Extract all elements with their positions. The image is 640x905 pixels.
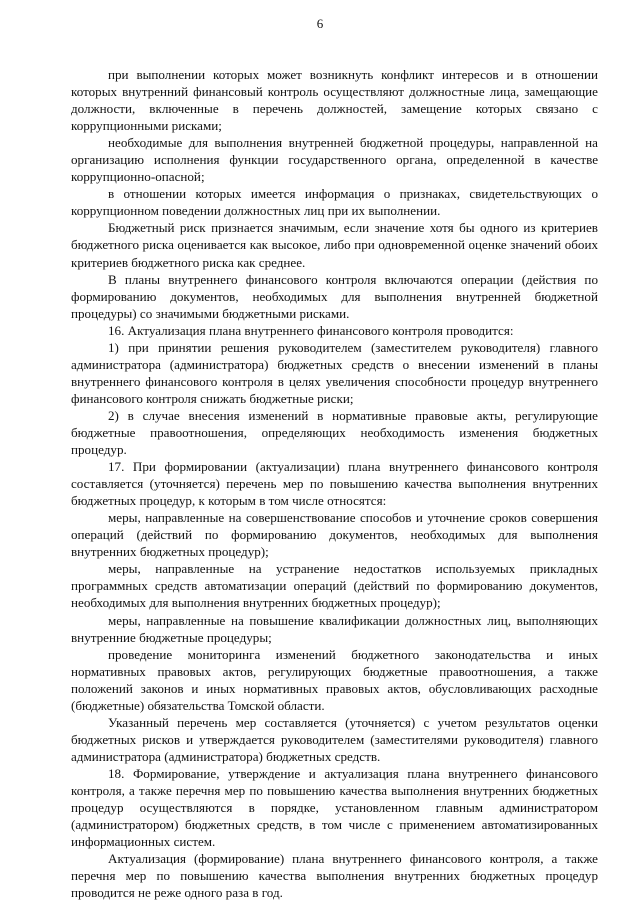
paragraph: меры, направленные на устранение недостатков используемых прикладных программных средств автоматизации операций (действий по формированию документов, необходимых для выполнения внутренних бюджетных процедур); bbox=[71, 561, 598, 611]
paragraph: необходимые для выполнения внутренней бюджетной процедуры, направленной на организацию исполнения функции государственного органа, определенной в качестве коррупционно-опасной; bbox=[71, 135, 598, 185]
paragraph: 2) в случае внесения изменений в нормативные правовые акты, регулирующие бюджетные правоотношения, определяющих необходимость изменения бюджетных процедур. bbox=[71, 407, 598, 458]
paragraph: 16. Актуализация плана внутреннего финансового контроля проводится: bbox=[108, 322, 514, 338]
paragraph: при выполнении которых может возникнуть конфликт интересов и в отношении которых внутренний финансовый контроль осуществляют должностные лица, замещающие должности, включенные в перечень должностей, замещение которых связано с коррупционными рисками; bbox=[71, 67, 598, 134]
page-number: 6 bbox=[316, 16, 324, 31]
paragraph: В планы внутреннего финансового контроля включаются операции (действия по формированию документов, необходимых для выполнения внутренней бюджетной процедуры) со значимыми бюджетными рисками. bbox=[71, 271, 598, 321]
paragraph: проведение мониторинга изменений бюджетного законодательства и иных нормативных правовых актов, регулирующих бюджетные правоотношения, а также положений законов и иных нормативных правовых актов, обусловливающих расходные (бюджетные) обязательства Томской области. bbox=[71, 646, 598, 713]
paragraph: Указанный перечень мер составляется (уточняется) с учетом результатов оценки бюджетных рисков и утверждается руководителем (заместителями руководителя) главного администратора (администратора) бюджетных средств. bbox=[71, 714, 598, 764]
paragraph: в отношении которых имеется информация о признаках, свидетельствующих о коррупционном поведении должностных лиц при их выполнении. bbox=[71, 186, 598, 219]
paragraph: меры, направленные на повышение квалификации должностных лиц, выполняющих внутренние бюджетные процедуры; bbox=[71, 612, 598, 645]
paragraph: Актуализация (формирование) плана внутреннего финансового контроля, а также перечня мер по повышению качества выполнения внутренних бюджетных процедур проводится не реже одного раза в год. bbox=[71, 851, 598, 901]
paragraph: меры, направленные на совершенствование способов и уточнение сроков совершения операций (действий по формированию документов, необходимых для выполнения внутренних бюджетных процедур); bbox=[71, 510, 598, 560]
paragraph: 18. Формирование, утверждение и актуализация плана внутреннего финансового контроля, а также перечня мер по повышению качества выполнения внутренних бюджетных процедур осуществляются в порядке, установленном главным администратором (администратором) бюджетных средств, в том числе с применением автоматизированных информационных систем. bbox=[71, 765, 598, 850]
paragraph: Бюджетный риск признается значимым, если значение хотя бы одного из критериев бюджетного риска оценивается как высокое, либо при одновременной оценке значений обоих критериев бюджетного риска как среднее. bbox=[71, 220, 598, 270]
document-body bbox=[71, 66, 598, 901]
paragraph: 1) при принятии решения руководителем (заместителем руководителя) главного администратора (администратора) бюджетных средств о внесении изменений в планы внутреннего финансового контроля в целях увеличения способности процедур внутреннего финансового контроля снижать бюджетные риски; bbox=[71, 339, 598, 406]
paragraph: 17. При формировании (актуализации) плана внутреннего финансового контроля составляется (уточняется) перечень мер по повышению качества выполнения внутренних бюджетных процедур, к которым в том числе относятся: bbox=[71, 459, 598, 509]
